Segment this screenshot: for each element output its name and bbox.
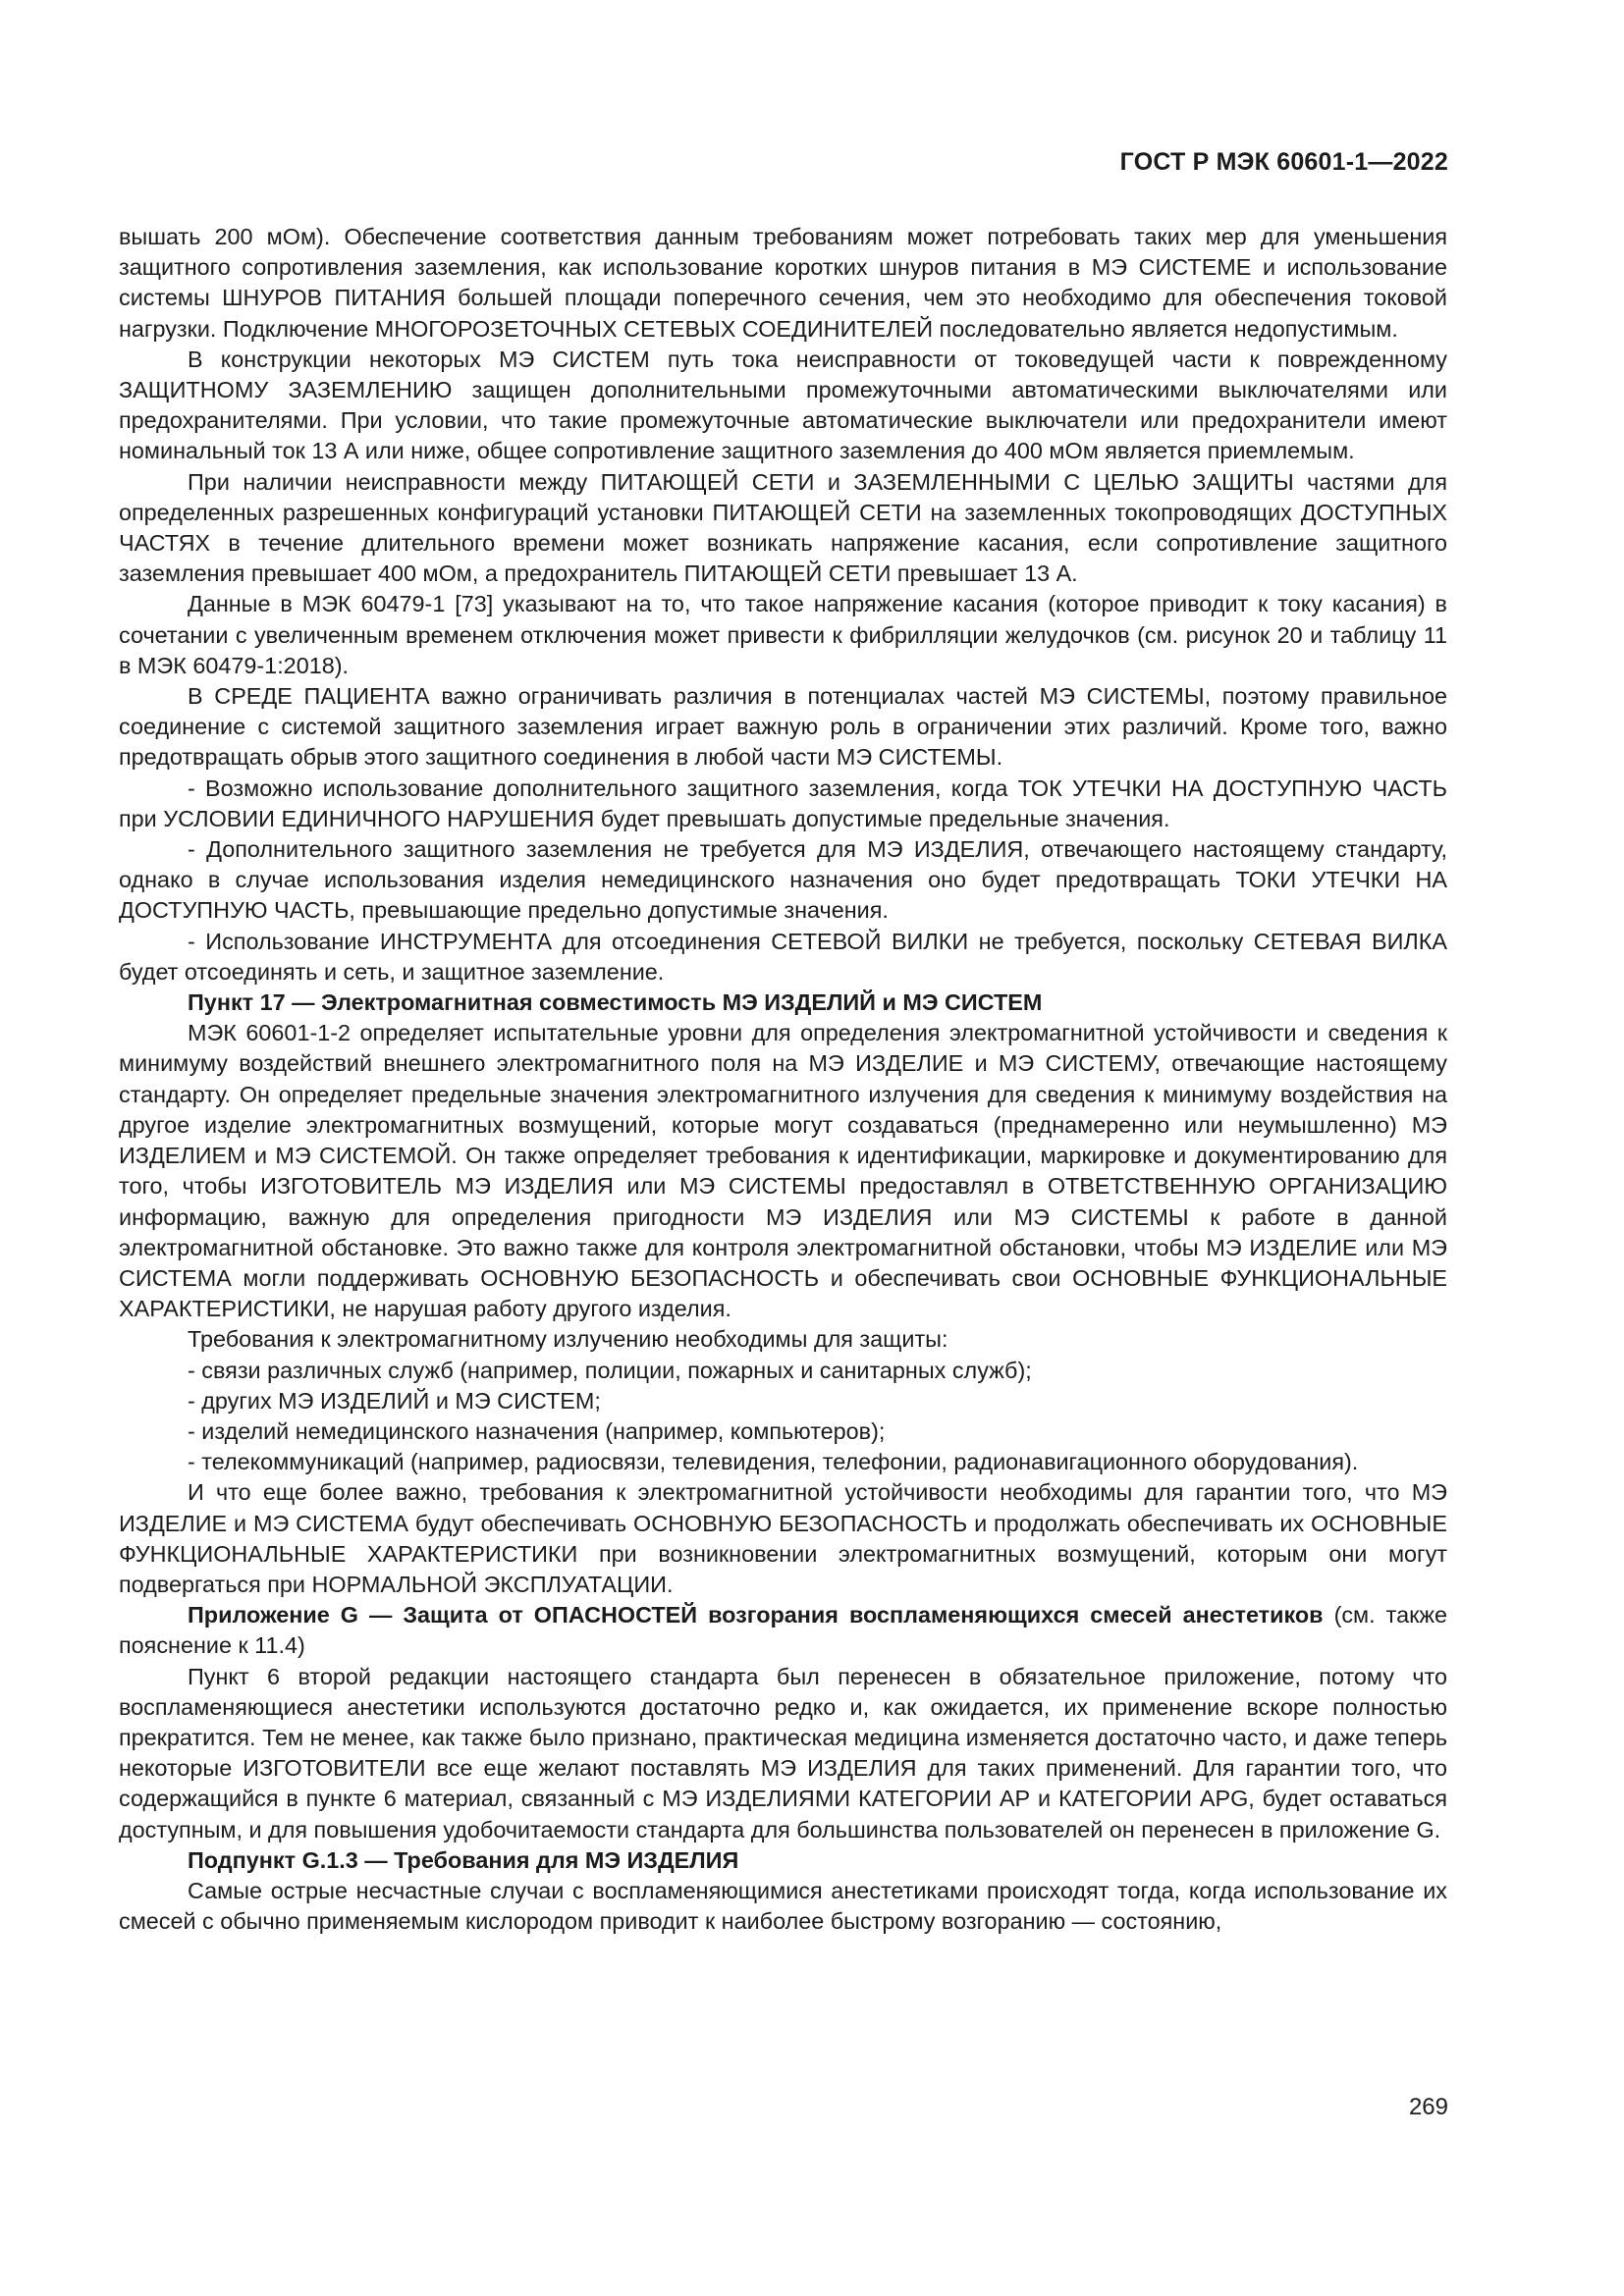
list-item: - изделий немедицинского назначения (например, компьютеров); [188,1417,886,1444]
heading-note: (см. также пояснение к 11.4) [119,1602,1447,1659]
list-item: - Использование ИНСТРУМЕНТА для отсоединения СЕТЕВОЙ ВИЛКИ не требуется, поскольку СЕТЕВАЯ ВИЛКА будет отсоединять и сеть, и защитное заземление. [119,928,1447,985]
page-number: 269 [1408,2094,1448,2120]
paragraph: МЭК 60601-1-2 определяет испытательные уровни для определения электромагнитной устойчивости и сведения к минимуму воздействий внешнего электромагнитного поля на МЭ ИЗДЕЛИЕ и МЭ СИСТЕМУ, отвечающие настоящему стандарту. Он определяет предельные значения электромагнитного излучения для сведения к минимуму воздействия на другое изделие электромагнитных возмущений, которые могут создаваться (преднамеренно или неумышленно) МЭ ИЗДЕЛИЕМ и МЭ СИСТЕМОЙ. Он также определяет требования к идентификации, маркировке и документированию для того, чтобы ИЗГОТОВИТЕЛЬ МЭ ИЗДЕЛИЯ или МЭ СИСТЕМЫ предоставлял в ОТВЕТСТВЕННУЮ ОРГАНИЗАЦИЮ информацию, важную для определения пригодности МЭ ИЗДЕЛИЯ или МЭ СИСТЕМЫ к работе в данной электромагнитной обстановке. Это важно также для контроля электромагнитной обстановки, чтобы МЭ ИЗДЕЛИЕ или МЭ СИСТЕМА могли поддерживать ОСНОВНУЮ БЕЗОПАСНОСТЬ и обеспечивать свои ОСНОВНЫЕ ФУНКЦИОНАЛЬНЫЕ ХАРАКТЕРИСТИКИ, не нарушая работу другого изделия. [119,1020,1447,1322]
paragraph: вышать 200 мОм). Обеспечение соответствия данным требованиям может потребовать таких мер для уменьшения защитного сопротивления заземления, как использование коротких шнуров питания в МЭ СИСТЕМЕ и использование системы ШНУРОВ ПИТАНИЯ большей площади поперечного сечения, чем это необходимо для обеспечения токовой нагрузки. Подключение МНОГОРОЗЕТОЧНЫХ СЕТЕВЫХ СОЕДИНИТЕЛЕЙ последовательно является недопустимым. [119,224,1447,342]
list-item: - телекоммуникаций (например, радиосвязи, телевидения, телефонии, радионавигационного оборудования). [188,1449,1359,1475]
paragraph: И что еще более важно, требования к электромагнитной устойчивости необходимы для гарантии того, что МЭ ИЗДЕЛИЕ и МЭ СИСТЕМА будут обеспечивать ОСНОВНУЮ БЕЗОПАСНОСТЬ и продолжать обеспечивать их ОСНОВНЫЕ ФУНКЦИОНАЛЬНЫЕ ХАРАКТЕРИСТИКИ при возникновении электромагнитных возмущений, которым они могут подвергаться при НОРМАЛЬНОЙ ЭКСПЛУАТАЦИИ. [119,1479,1447,1597]
paragraph: Самые острые несчастные случаи с воспламеняющимися анестетиками происходят тогда, когда использование их смесей с обычно применяемым кислородом приводит к наиболее быстрому возгоранию — состоянию, [119,1877,1447,1935]
paragraph: Требования к электромагнитному излучению необходимы для защиты: [188,1326,948,1353]
list-item: - Дополнительного защитного заземления не требуется для МЭ ИЗДЕЛИЯ, отвечающего настоящему стандарту, однако в случае использования изделия немедицинского назначения оно будет предотвращать ТОКИ УТЕЧКИ НА ДОСТУПНУЮ ЧАСТЬ, превышающие предельно допустимые значения. [119,836,1447,924]
list-item: - Возможно использование дополнительного защитного заземления, когда ТОК УТЕЧКИ НА ДОСТУПНУЮ ЧАСТЬ при УСЛОВИИ ЕДИНИЧНОГО НАРУШЕНИЯ будет превышать допустимые предельные значения. [119,774,1447,831]
paragraph: Данные в МЭК 60479-1 [73] указывают на то, что такое напряжение касания (которое приводит к току касания) в сочетании с увеличенным временем отключения может привести к фибрилляции желудочков (см. рисунок 20 и таблицу 11 в МЭК 60479-1:2018). [119,591,1447,678]
list-item: - других МЭ ИЗДЕЛИЙ и МЭ СИСТЕМ; [188,1387,601,1414]
paragraph: В СРЕДЕ ПАЦИЕНТА важно ограничивать различия в потенциалах частей МЭ СИСТЕМЫ, поэтому правильное соединение с системой защитного заземления играет важную роль в ограничении этих различий. Кроме того, важно предотвращать обрыв этого защитного соединения в любой части МЭ СИСТЕМЫ. [119,683,1447,771]
paragraph: Пункт 6 второй редакции настоящего стандарта был перенесен в обязательное приложение, потому что воспламеняющиеся анестетики используются достаточно редко и, как ожидается, их применение вскоре полностью прекратится. Тем не менее, как также было признано, практическая медицина изменяется достаточно часто, и даже теперь некоторые ИЗГОТОВИТЕЛИ все еще желают поставлять МЭ ИЗДЕЛИЯ для таких применений. Для гарантии того, что содержащийся в пункте 6 материал, связанный с МЭ ИЗДЕЛИЯМИ КАТЕГОРИИ АР и КАТЕГОРИИ APG, будет оставаться доступным, и для повышения удобочитаемости стандарта для большинства пользователей он перенесен в приложение G. [119,1663,1447,1842]
main-text [119,222,1447,1937]
standard-header: ГОСТ Р МЭК 60601-1—2022 [1119,148,1448,176]
heading-bold-text: Приложение G — Защита от ОПАСНОСТЕЙ возгорания воспламеняющихся смесей анестетиков [188,1602,1324,1629]
list-item: - связи различных служб (например, полиции, пожарных и санитарных служб); [188,1357,1032,1383]
section-heading: Подпункт G.1.3 — Требования для МЭ ИЗДЕЛИЯ [188,1846,739,1873]
paragraph: При наличии неисправности между ПИТАЮЩЕЙ СЕТИ и ЗАЗЕМЛЕННЫМИ С ЦЕЛЬЮ ЗАЩИТЫ частями для определенных разрешенных конфигураций установки ПИТАЮЩЕЙ СЕТИ на заземленных токопроводящих ДОСТУПНЫХ ЧАСТЯХ в течение длительного времени может возникать напряжение касания, если сопротивление защитного заземления превышает 400 мОм, а предохранитель ПИТАЮЩЕЙ СЕТИ превышает 13 А. [119,468,1447,587]
section-heading: Пункт 17 — Электромагнитная совместимость МЭ ИЗДЕЛИЙ и МЭ СИСТЕМ [188,989,1043,1016]
paragraph: В конструкции некоторых МЭ СИСТЕМ путь тока неисправности от токоведущей части к поврежденному ЗАЩИТНОМУ ЗАЗЕМЛЕНИЮ защищен дополнительными промежуточными автоматическими выключателями или предохранителями. При условии, что такие промежуточные автоматические выключатели или предохранители имеют номинальный ток 13 А или ниже, общее сопротивление защитного заземления до 400 мОм является приемлемым. [119,346,1447,464]
section-heading [119,1600,1447,1661]
